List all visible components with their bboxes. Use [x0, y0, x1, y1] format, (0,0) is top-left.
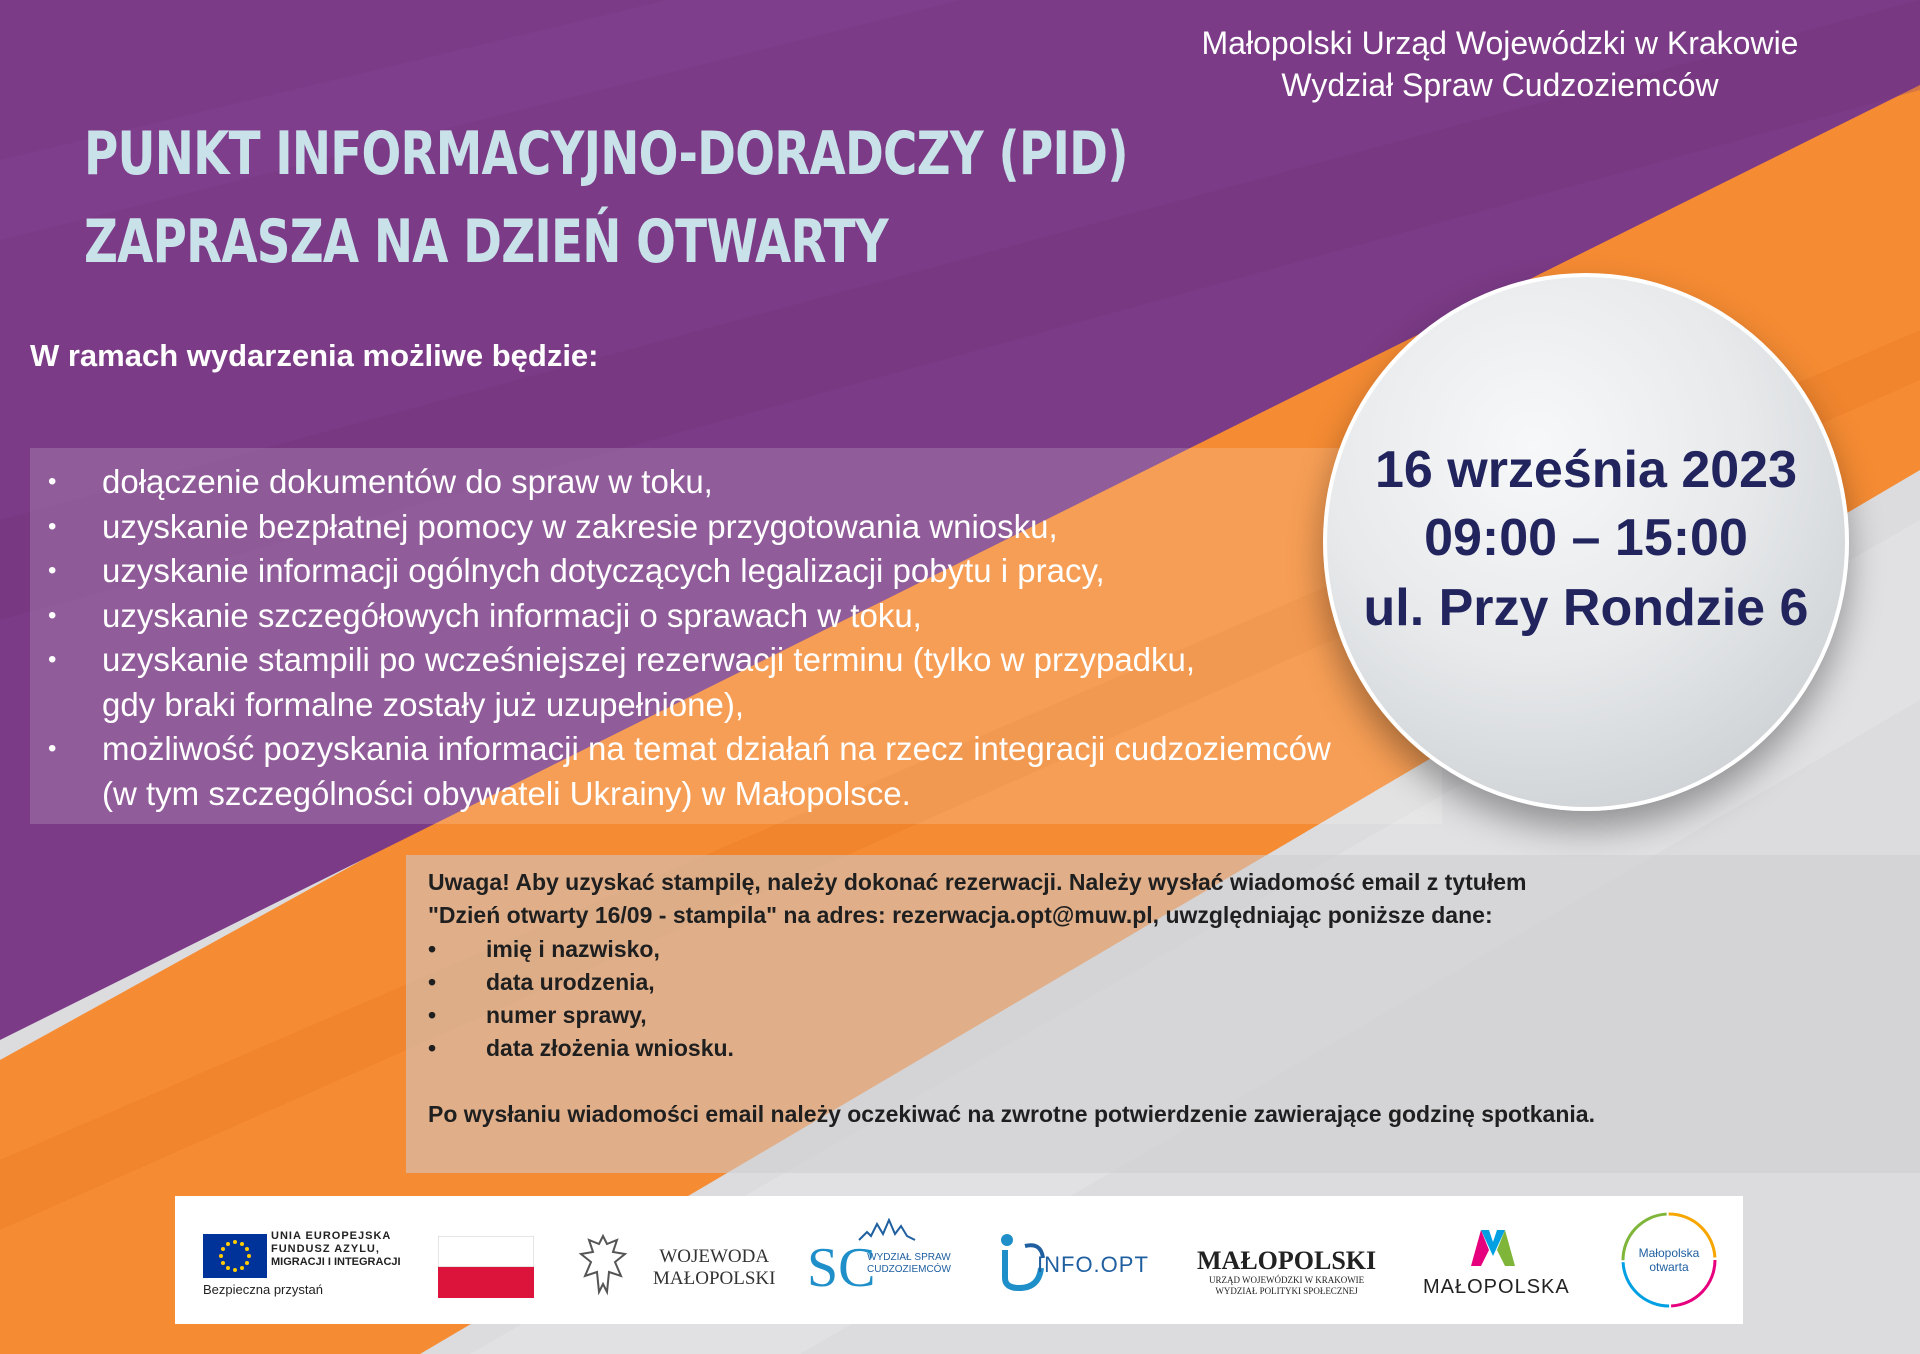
bullet-icon: •: [428, 936, 437, 962]
notice-item: data złożenia wniosku.: [486, 1035, 734, 1061]
department-name: Wydział Spraw Cudzoziemców: [1281, 67, 1719, 103]
muw-logo: MAŁOPOLSKI URZĄD WOJEWÓDZKI W KRAKOWIE WYDZIAŁ POLITYKI SPOŁECZNEJ: [1197, 1246, 1377, 1296]
list-item-continuation: (w tym szczególności obywateli Ukrainy) w Małopolsce.: [102, 774, 911, 812]
event-date: 16 września 2023: [1374, 441, 1798, 499]
list-item: • uzyskanie bezpłatnej pomocy w zakresie przygotowania wniosku,: [30, 505, 1442, 550]
benefits-list: [30, 448, 1442, 816]
title-line-2: ZAPRASZA NA DZIEŃ OTWARTY: [84, 207, 888, 277]
bullet-icon: •: [48, 601, 57, 629]
castle-skyline-icon: [857, 1218, 917, 1242]
organization-name: Małopolski Urząd Wojewódzki w Krakowie: [1201, 25, 1799, 61]
bullet-icon: •: [48, 468, 57, 495]
reservation-notice: [406, 855, 1920, 1173]
notice-item: numer sprawy,: [486, 1002, 647, 1028]
event-address: ul. Przy Rondzie 6: [1363, 579, 1809, 637]
malopolska-otwarta-logo: Małopolska otwarta: [1638, 1246, 1700, 1274]
bullet-icon: •: [48, 557, 57, 584]
bullet-icon: •: [48, 735, 57, 762]
malopolska-m-icon: [1467, 1226, 1519, 1268]
eu-flag-icon: [203, 1234, 267, 1278]
eagle-emblem-icon: [577, 1232, 629, 1298]
list-item-continuation: gdy braki formalne zostały już uzupełnione),: [102, 685, 745, 723]
organization-header: [1150, 22, 1850, 106]
list-item: • dołączenie dokumentów do spraw w toku,: [30, 460, 1442, 505]
polish-flag-icon: [438, 1236, 534, 1298]
page-title: [84, 110, 1128, 286]
malopolska-logo: MAŁOPOLSKA: [1423, 1276, 1570, 1298]
notice-line-1: Uwaga! Aby uzyskać stampilę, należy dokonać rezerwacji. Należy wysłać wiadomość email z tytułem: [428, 869, 1527, 895]
wojewoda-logo: WOJEWODA MAŁOPOLSKI: [653, 1246, 776, 1289]
bullet-icon: •: [48, 646, 57, 673]
wsc-logo: SC WYDZIAŁ SPRAW CUDZOZIEMCÓW: [807, 1218, 957, 1308]
notice-item: imię i nazwisko,: [486, 936, 660, 962]
bullet-icon: •: [428, 1035, 437, 1061]
partner-logos-bar: [175, 1196, 1743, 1324]
benefits-panel: [30, 448, 1442, 824]
title-line-1: PUNKT INFORMACYJNO-DORADCZY (PID): [84, 119, 1128, 189]
list-item: • możliwość pozyskania informacji na temat działań na rzecz integracji cudzoziemców: [30, 727, 1442, 772]
notice-footer: Po wysłaniu wiadomości email należy oczekiwać na zwrotne potwierdzenie zawierające godzinę spotkania.: [428, 1101, 1595, 1127]
list-item: • uzyskanie szczegółowych informacji o sprawach w toku,: [30, 594, 1442, 639]
list-item: • uzyskanie stampili po wcześniejszej rezerwacji terminu (tylko w przypadku,: [30, 638, 1442, 683]
info-opt-logo: INFO.OPT: [1037, 1252, 1149, 1277]
eu-logo: UNIA EUROPEJSKA FUNDUSZ AZYLU, MIGRACJI I INTEGRACJI Bezpieczna przystań: [203, 1230, 401, 1297]
bullet-icon: •: [428, 969, 437, 995]
notice-line-2: "Dzień otwarty 16/09 - stampila" na adres: rezerwacja.opt@muw.pl, uwzględniając poniższe dane:: [428, 902, 1493, 928]
event-time: 09:00 – 15:00: [1424, 509, 1748, 567]
intro-text: W ramach wydarzenia możliwe będzie:: [30, 338, 599, 373]
bullet-icon: •: [428, 1002, 437, 1028]
notice-item: data urodzenia,: [486, 969, 655, 995]
list-item: • uzyskanie informacji ogólnych dotyczących legalizacji pobytu i pracy,: [30, 549, 1442, 594]
bullet-icon: •: [48, 512, 57, 540]
